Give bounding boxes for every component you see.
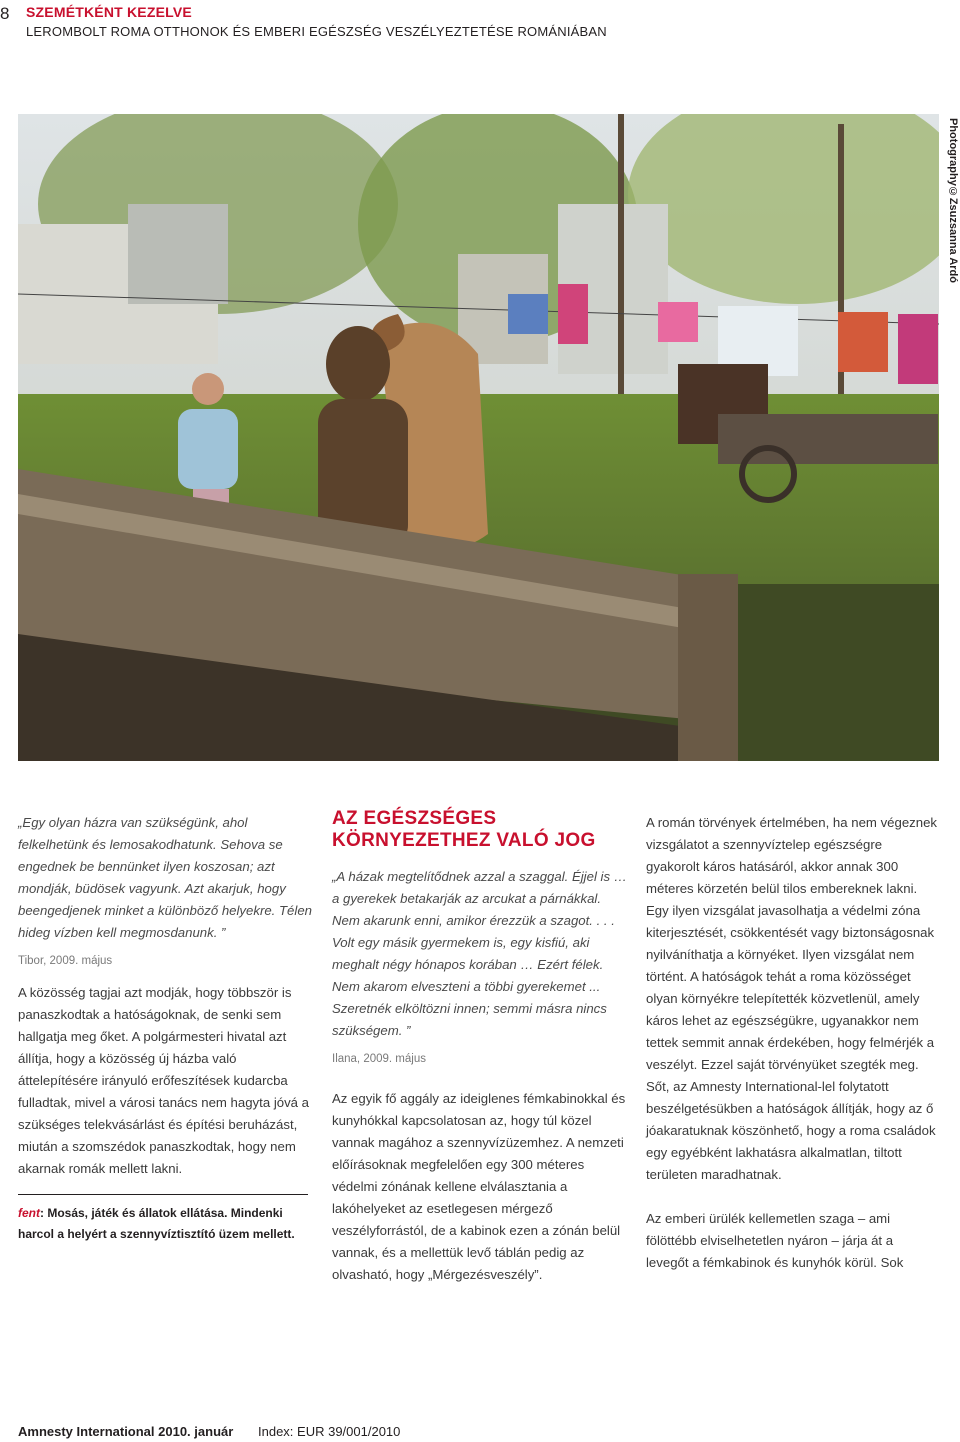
caption-label: fent [18,1206,40,1220]
page-number: 8 [0,4,10,23]
body-paragraph: A közösség tagjai azt modják, hogy többször is panaszkodtak a hatóságoknak, de senki sem hallgatja meg őket. A polgármesteri hivatal azt állítja, hogy a közösség új házba való áttelepítésére irányuló erőfeszítések kudarcba fulladtak, mivel a városi tanács nem hagyta jóvá a szükséges telekvásárlást és építési beruházást, miután a szomszédok panaszkodtak, hogy nem akarnak romák mellett lakni. [18,985,310,1176]
photo-credit: Photography©Zsuzsanna Ardó [947,118,959,283]
photo-illustration [18,114,939,761]
column-2 [332,808,632,1286]
footer-publication: Amnesty International 2010. január [18,1424,234,1439]
header-title: LEROMBOLT ROMA OTTHONOK ÉS EMBERI EGÉSZSÉG VESZÉLYEZTETÉSE ROMÁNIÁBAN [26,24,607,39]
photo [18,114,939,761]
running-header [26,4,666,39]
quote-tibor: „Egy olyan házra van szükségünk, ahol felkelhetünk és lemosakodhatunk. Sehova se engednek be bennünket ilyen koszosan; azt mondják, büdösek vagyunk. Azt akarjuk, hogy beengedjenek minket a különböző helyekre. Télen hideg vízben kell megmosdanunk. ” [18,815,312,940]
quote-ilana: „A házak megtelítődnek azzal a szaggal. Éjjel is … a gyerekek betakarják az arcukat a párnákkal. Nem akarunk enni, amikor érezzük a szagot. . . . Volt egy másik gyermekem is, egy kisfiú, aki meghalt négy hónapos korában … Ezért félek. Nem akarom elveszteni a többi gyerekemet ... Szeretnék elköltözni innen; semmi másra nincs szükségem. ” [332,869,627,1038]
column-3 [646,812,938,1274]
header-kicker: SZEMÉTKÉNT KEZELVE [26,4,192,20]
body-paragraph: A román törvények értelmében, ha nem végeznek vizsgálatot a szennyvíztelep egészségre gyakorolt káros hatásáról, akkor annak 300 méteres körzetén belül tilos embereknek lakni. Egy ilyen vizsgálat javasolhatja a védelmi zóna kiterjesztését, csökkentését vagy biztonságosnak nyilváníthatja a környéket. Ilyen vizsgálat nem történt. A hatóságok tehát a roma közösséget olyan környékre telepítették közvetlenül, amely káros lehet az egészségükre, ugyanakkor nem tettek semmit annak érdekében, hogy felmérjék a veszélyt. Ezzel saját törvényüket szegték meg. Sőt, az Amnesty International-lel folytatott beszélgetésükben a hatóságok állítják, hogy az ő jóakaratuknak köszönhető, hogy a roma családok egy egyébként lakhatásra alkalmatlan, tiltott területen maradhatnak. [646,815,938,1182]
body-paragraph: Az emberi ürülék kellemetlen szaga – ami fölöttébb elviselhetetlen nyáron – járja át a levegőt a fémkabinok és kunyhók körül. Sok [646,1211,904,1270]
caption-text: : Mosás, játék és állatok ellátása. Mindenki harcol a helyért a szennyvíztisztító üzem mellett. [18,1206,295,1241]
footer-index: Index: EUR 39/001/2010 [258,1424,401,1439]
quote-attribution: Ilana, 2009. május [332,1053,426,1065]
page-footer [18,1424,401,1439]
photo-caption [18,1203,318,1245]
body-paragraph: Az egyik fő aggály az ideiglenes fémkabinokkal és kunyhókkal kapcsolatosan az, hogy túl közel vannak magához a szennyvízüzemhez. A nemzeti előírásoknak megfelelően egy 300 méteres védelmi zónának kellene elválasztania a lakóhelyeket az esetlegesen mérgező veszélyforrástól, de a kabinok ezen a zónán belül vannak, és a mellettük levő táblán pedig az olvasható, hogy „Mérgezésveszély”. [332,1091,626,1282]
section-heading: AZ EGÉSZSÉGES KÖRNYEZETHEZ VALÓ JOG [332,808,596,851]
caption-divider [18,1194,308,1195]
quote-attribution: Tibor, 2009. május [18,955,113,967]
column-1 [18,812,318,1245]
